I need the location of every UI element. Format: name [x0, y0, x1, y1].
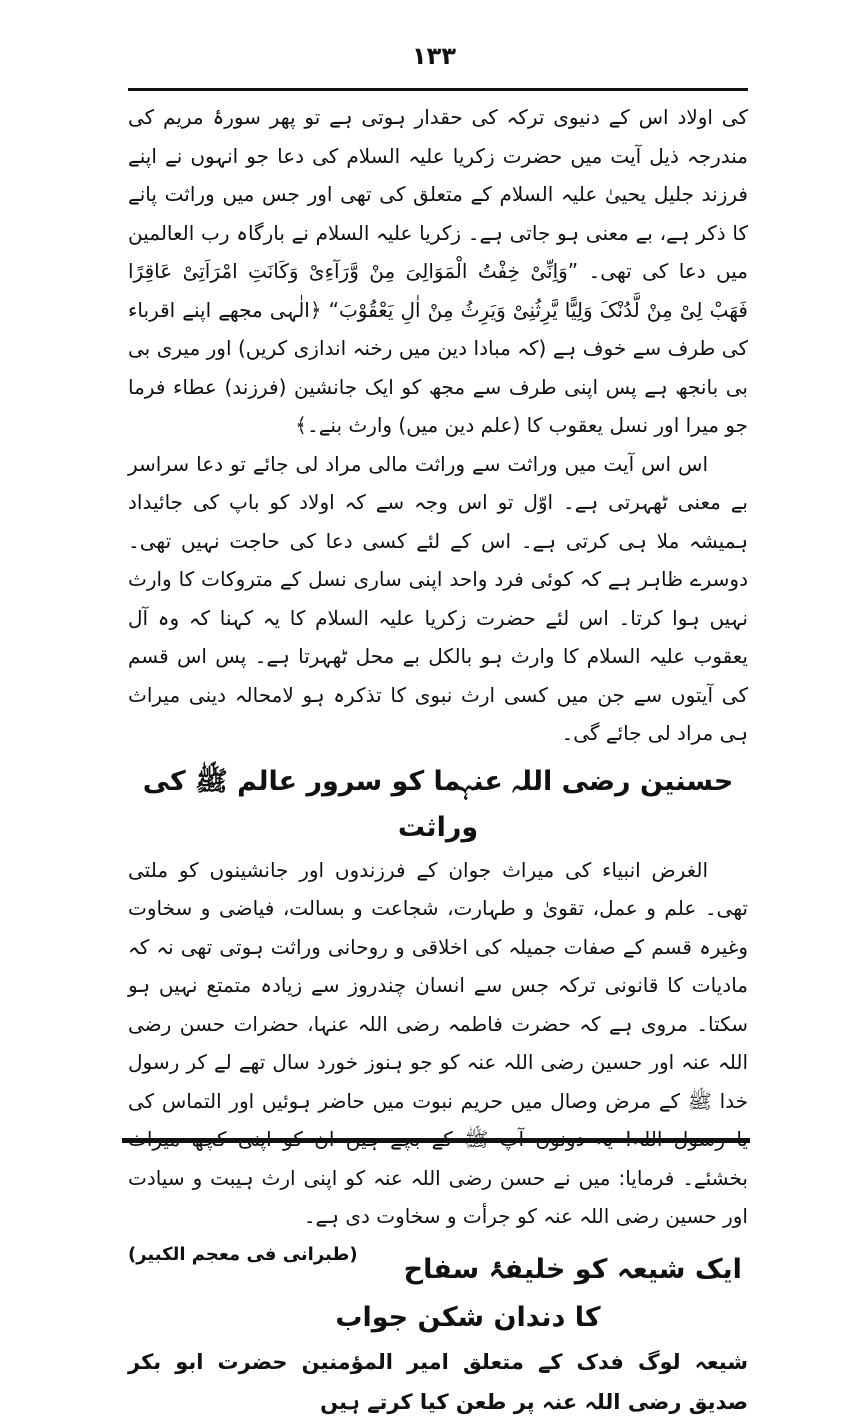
- paragraph-prophetic-inheritance: [128, 851, 748, 1265]
- page-number: ۱۳۳: [412, 42, 456, 70]
- bottom-rule: [122, 1138, 750, 1143]
- citation-tabarani: (طبرانی فی معجم الکبیر): [128, 1243, 358, 1265]
- top-rule: [128, 88, 748, 91]
- section-heading-shia-reply: ایک شیعہ کو خلیفۂ سفاح کا دندان شکن جواب: [335, 1253, 742, 1333]
- paragraph-inheritance-explanation: اس اس آیت میں وراثت سے وراثت مالی مراد لی جائے تو دعا سراسر بے معنی ٹھہرتی ہے۔ اوّل تو اس وجہ سے کہ اولاد کو باپ کی جائیداد ہمیشہ ملا ہی کرتی ہے۔ اس کے لئے کسی دعا کی حاجت نہیں تھی۔ دوسرے ظاہر ہے کہ کوئی فرد واحد اپنی ساری نسل کے متروکات کا وارث نہیں ہوا کرتا۔ اس لئے حضرت زکریا علیہ السلام کا یہ کہنا کہ وہ آل یعقوب علیہ السلام کا وارث ہو بالکل بے محل ٹھہرتا ہے۔ پس اس قسم کی آیتوں سے جن میں کسی ارث نبوی کا تذکرہ ہو لامحالہ دینی میراث ہی مراد لی جائے گی۔: [128, 451, 748, 745]
- paragraph-inheritance-verse: کی اولاد اس کے دنیوی ترکہ کی حقدار ہوتی ہے تو پھر سورۂ مریم کی مندرجہ ذیل آیت میں حضرت زکریا علیہ السلام کی دعا جو انہوں نے اپنے فرزند جلیل یحییٰ علیہ السلام کے متعلق کی تھی اور جس میں وراثت پانے کا ذکر ہے، بے معنی ہو جاتی ہے۔ زکریا علیہ السلام نے بارگاہ رب العالمین میں دعا کی تھی۔ ”وَاِنِّیْ خِفْتُ الْمَوَالِیَ مِنْ وَّرَآءِیْ وَکَانَتِ امْرَاَتِیْ عَاقِرًا فَھَبْ لِیْ مِنْ لَّدُنْکَ وَلِیًّا یَّرِثُنِیْ وَیَرِثُ مِنْ اٰلِ یَعْقُوْبَ“ ﴿الٰہی مجھے اپنے اقرباء کی طرف سے خوف ہے (کہ مبادا دین میں رخنہ اندازی کریں) اور میری بی بی بانجھ ہے پس اپنی طرف سے مجھ کو ایک جانشین (فرزند) عطاء فرما جو میرا اور نسل یعقوب کا (علم دین میں) وارث بنے۔﴾: [128, 105, 749, 437]
- page-content: [128, 98, 748, 1422]
- section-heading-hasnain-inheritance: حسنین رضی اللہ عنہما کو سرور عالم ﷺ کی وراثت: [142, 765, 734, 843]
- section-subtitle-fadak: شیعہ لوگ فدک کے متعلق امیر المؤمنین حضرت ابو بکر صدیق رضی اللہ عنہ پر طعن کیا کرتے ہیں: [128, 1349, 748, 1414]
- paragraph-text: الغرض انبیاء کی میراث جوان کے فرزندوں اور جانشینوں کو ملتی تھی۔ علم و عمل، تقویٰ و طہارت، شجاعت و بسالت، فیاضی و سخاوت وغیرہ قسم کے صفات جمیلہ کی اخلاقی و روحانی وراثت ہوتی تھی نہ کہ مادیات کا قانونی ترکہ جس سے انسان چندروز سے زیادہ متمتع نہیں ہو سکتا۔ مروی ہے کہ حضرت فاطمہ رضی اللہ عنہا، حضرات حسن رضی اللہ عنہ اور حسین رضی اللہ عنہ کو جو ہنوز خورد سال تھے لے کر رسول خدا ﷺ کے مرض وصال میں حریم نبوت میں حاضر ہوئیں اور التماس کی بخشئے۔ فرمایا: میں نے حسن رضی اللہ عنہ کو اپنی ارث ہیبت و سیادت اور حسین رضی اللہ عنہ کو جرأت و سخاوت دی ہے۔: [128, 857, 748, 1228]
